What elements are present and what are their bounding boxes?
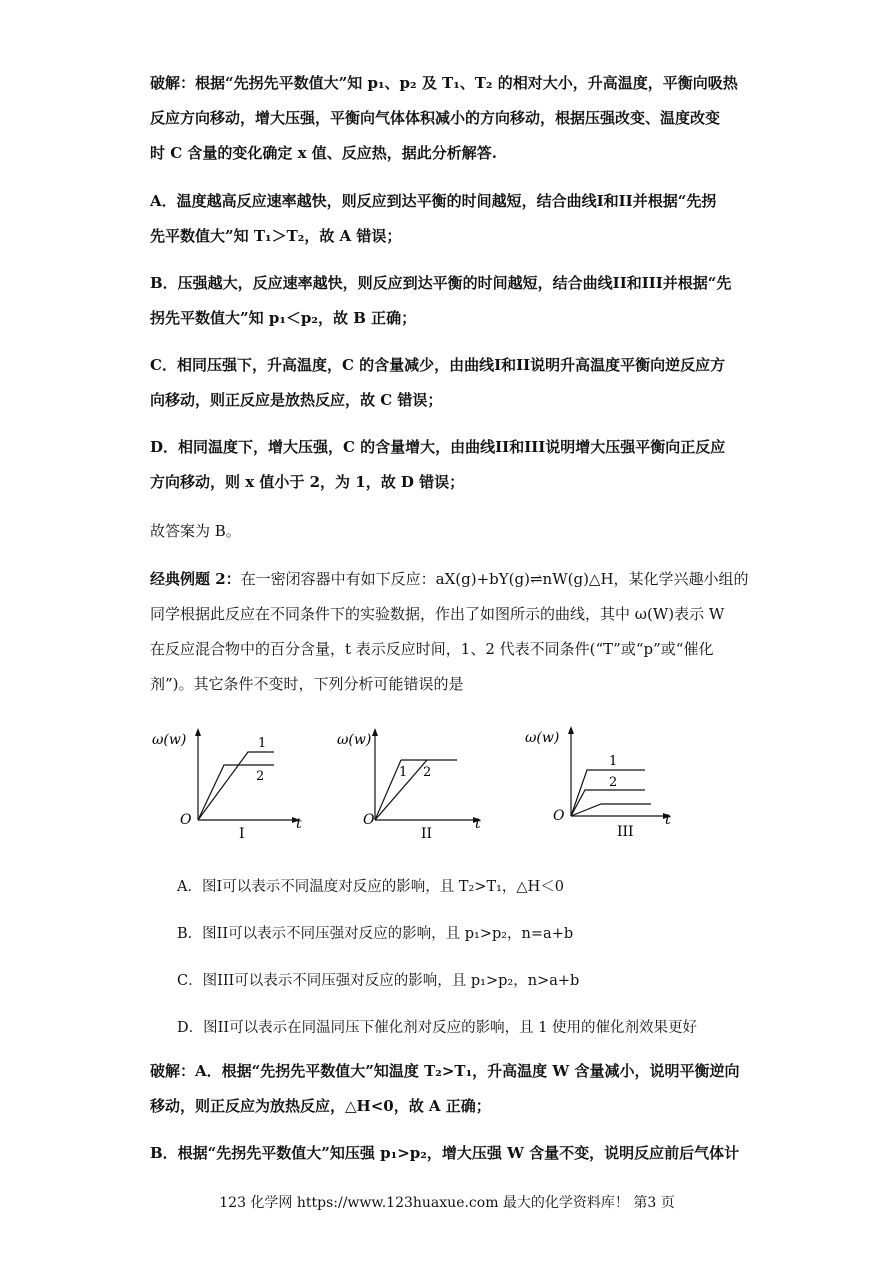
curve-1-label: 1 [399, 765, 408, 780]
text-line: 时 C 含量的变化确定 x 值、反应热，据此分析解答. [150, 144, 497, 162]
option-c: C．图III可以表示不同压强对反应的影响，且 p₁>p₂，n>a+b [177, 973, 580, 989]
example-text: 在一密闭容器中有如下反应：aX(g)+bY(g)⇌nW(g)△H，某化学兴趣小组的 [240, 570, 749, 588]
text-line: 破解：根据“先拐先平数值大”知 p₁、p₂ 及 T₁、T₂ 的相对大小，升高温度，平衡向吸热 [150, 74, 738, 92]
solution-1-option-b [150, 266, 750, 336]
text-line: A．温度越高反应速率越快，则反应到达平衡的时间越短，结合曲线I和II并根据“先拐 [150, 192, 717, 210]
solution-1-option-d [150, 430, 750, 500]
answer-1 [150, 514, 750, 549]
y-axis-arrow [372, 728, 378, 736]
curve-1 [571, 770, 645, 816]
x-axis-label: t [665, 812, 671, 828]
origin-label: O [553, 808, 565, 824]
curve-2-label: 2 [256, 769, 265, 784]
origin-label: O [180, 812, 192, 828]
curve-1-label: 1 [609, 754, 618, 769]
y-axis-label: ω(w) [525, 730, 560, 746]
text-line: 破解：A．根据“先拐先平数值大”知温度 T₂>T₁，升高温度 W 含量减小，说明平衡逆向 [150, 1062, 740, 1080]
curve-1 [375, 760, 401, 820]
text-line: 反应方向移动，增大压强，平衡向气体体积减小的方向移动，根据压强改变、温度改变 [150, 109, 721, 127]
text-line: D．相同温度下，增大压强，C 的含量增大，由曲线II和III说明增大压强平衡向正反应 [150, 438, 726, 456]
text-line: B．根据“先拐先平数值大”知压强 p₁>p₂，增大压强 W 含量不变，说明反应前后气体计 [150, 1144, 740, 1162]
example-2-question [150, 562, 750, 702]
x-axis-label: t [296, 816, 302, 832]
curve-2-label: 2 [423, 765, 432, 780]
y-axis-arrow [568, 726, 574, 734]
curve-2-label: 2 [609, 775, 618, 790]
x-axis-label: t [475, 816, 481, 832]
text-line: 剂”)。其它条件不变时，下列分析可能错误的是 [150, 675, 464, 693]
y-axis-label: ω(w) [337, 732, 372, 748]
text-line: 向移动，则正反应是放热反应，故 C 错误； [150, 391, 443, 409]
text-line: B．压强越大，反应速率越快，则反应到达平衡的时间越短，结合曲线II和III并根据“先 [150, 274, 732, 292]
text-line: 先平数值大”知 T₁＞T₂，故 A 错误； [150, 227, 402, 245]
option-a: A．图I可以表示不同温度对反应的影响，且 T₂>T₁，△H＜0 [177, 879, 564, 895]
text-line: C．相同压强下，升高温度，C 的含量减少，由曲线I和II说明升高温度平衡向逆反应方 [150, 356, 726, 374]
text-line: 拐先平数值大”知 p₁＜p₂，故 B 正确； [150, 309, 417, 327]
figure-iii [525, 720, 685, 845]
solution-1-option-a [150, 184, 750, 254]
y-axis-arrow [195, 728, 201, 736]
solution-1-intro [150, 66, 750, 171]
figure-ii [335, 720, 495, 845]
text-line: 故答案为 B。 [150, 522, 241, 540]
option-d: D．图II可以表示在同温同压下催化剂对反应的影响，且 1 使用的催化剂效果更好 [177, 1020, 698, 1036]
option-b: B．图II可以表示不同压强对反应的影响，且 p₁>p₂，n=a+b [177, 926, 574, 942]
curve-1 [198, 752, 274, 820]
text-line: 同学根据此反应在不同条件下的实验数据，作出了如图所示的曲线，其中 ω(W)表示 W [150, 605, 725, 623]
figure-caption: III [617, 824, 634, 840]
page-footer: 123 化学网 https://www.123huaxue.com 最大的化学资料库！ 第3 页 [219, 1195, 675, 1211]
curve-1-label: 1 [258, 736, 267, 751]
solution-1-option-c [150, 348, 750, 418]
solution-2 [150, 1054, 750, 1171]
figure-caption: I [239, 826, 245, 842]
example-label: 经典例题 2： [150, 570, 241, 588]
curve-3 [571, 804, 651, 816]
origin-label: O [363, 812, 375, 828]
text-line: 在反应混合物中的百分含量，t 表示反应时间，1、2 代表不同条件(“T”或“p”或“催化 [150, 640, 714, 658]
figure-caption: II [421, 826, 433, 842]
y-axis-label: ω(w) [152, 732, 187, 748]
text-line: 方向移动，则 x 值小于 2，为 1，故 D 错误； [150, 473, 465, 491]
text-line: 移动，则正反应为放热反应，△H<0，故 A 正确； [150, 1097, 491, 1115]
figure-i [150, 720, 310, 845]
text-line [150, 562, 750, 597]
